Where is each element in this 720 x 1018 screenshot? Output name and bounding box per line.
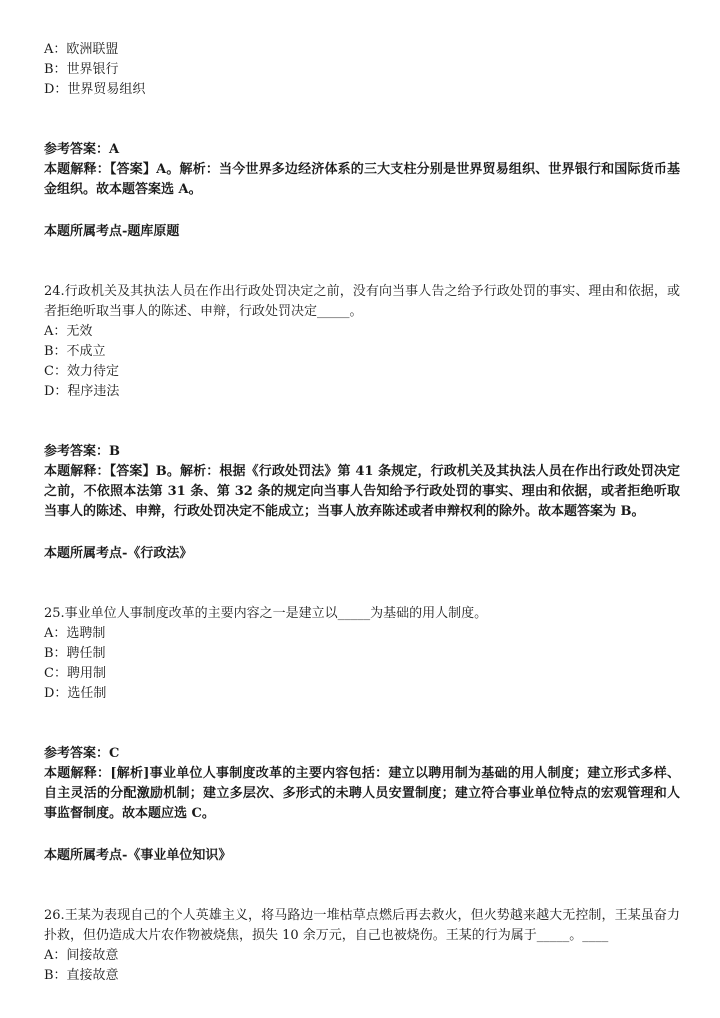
option-a: A：欧洲联盟	[44, 42, 119, 57]
question-22-options	[44, 40, 680, 100]
document-page	[44, 40, 680, 986]
option-a: A：无效	[44, 324, 93, 339]
option-d: D：世界贸易组织	[44, 82, 146, 97]
topic-line: 本题所属考点-《行政法》	[44, 546, 193, 561]
answer-line: 参考答案：B	[44, 444, 120, 459]
question-24-stem: 24.行政机关及其执法人员在作出行政处罚决定之前，没有向当事人告之给予行政处罚的事实、理由和依据，或者拒绝听取当事人的陈述、申辩，行政处罚决定_____。	[44, 284, 680, 319]
analysis-paragraph: 本题解释：【答案】A。解析：当今世界多边经济体系的三大支柱分别是世界贸易组织、世界银行和国际货币基金组织。故本题答案选 A。	[44, 162, 680, 197]
answer-line: 参考答案：C	[44, 746, 120, 761]
question-25-stem: 25.事业单位人事制度改革的主要内容之一是建立以_____为基础的用人制度。	[44, 606, 488, 621]
option-d: D：选任制	[44, 686, 107, 701]
topic-line: 本题所属考点-《事业单位知识》	[44, 848, 232, 863]
analysis-paragraph: 本题解释：【答案】B。解析：根据《行政处罚法》第 41 条规定，行政机关及其执法人员在作出行政处罚决定之前，不依照本法第 31 条、第 32 条的规定向当事人告知给予行政处罚的事实、理由和依据，或者拒绝听取当事人的陈述、申辩，行政处罚决定不能成立；当事人放弃陈述或者申辩权利的除外。故本题答案为 B。	[44, 464, 680, 519]
option-b: B：世界银行	[44, 62, 119, 77]
option-b: B：直接故意	[44, 968, 119, 983]
answer-line: 参考答案：A	[44, 142, 120, 157]
question-26-options	[44, 946, 680, 986]
option-c: C：效力待定	[44, 364, 119, 379]
option-d: D：程序违法	[44, 384, 120, 399]
option-b: B：不成立	[44, 344, 106, 359]
option-c: C：聘用制	[44, 666, 106, 681]
option-a: A：选聘制	[44, 626, 106, 641]
option-b: B：聘任制	[44, 646, 106, 661]
question-25-options	[44, 624, 680, 704]
question-26-stem: 26.王某为表现自己的个人英雄主义，将马路边一堆枯草点燃后再去救火，但火势越来越大无控制，王某虽奋力扑救，但仍造成大片农作物被烧焦，损失 10 余万元，自己也被烧伤。王某的行为属于_____。____	[44, 908, 680, 943]
topic-line: 本题所属考点-题库原题	[44, 224, 180, 239]
option-a: A：间接故意	[44, 948, 119, 963]
question-24-options	[44, 322, 680, 402]
analysis-paragraph: 本题解释：[解析]事业单位人事制度改革的主要内容包括：建立以聘用制为基础的用人制度；建立形式多样、自主灵活的分配激励机制；建立多层次、多形式的未聘人员安置制度；建立符合事业单位特点的宏观管理和人事监督制度。故本题应选 C。	[44, 766, 680, 821]
